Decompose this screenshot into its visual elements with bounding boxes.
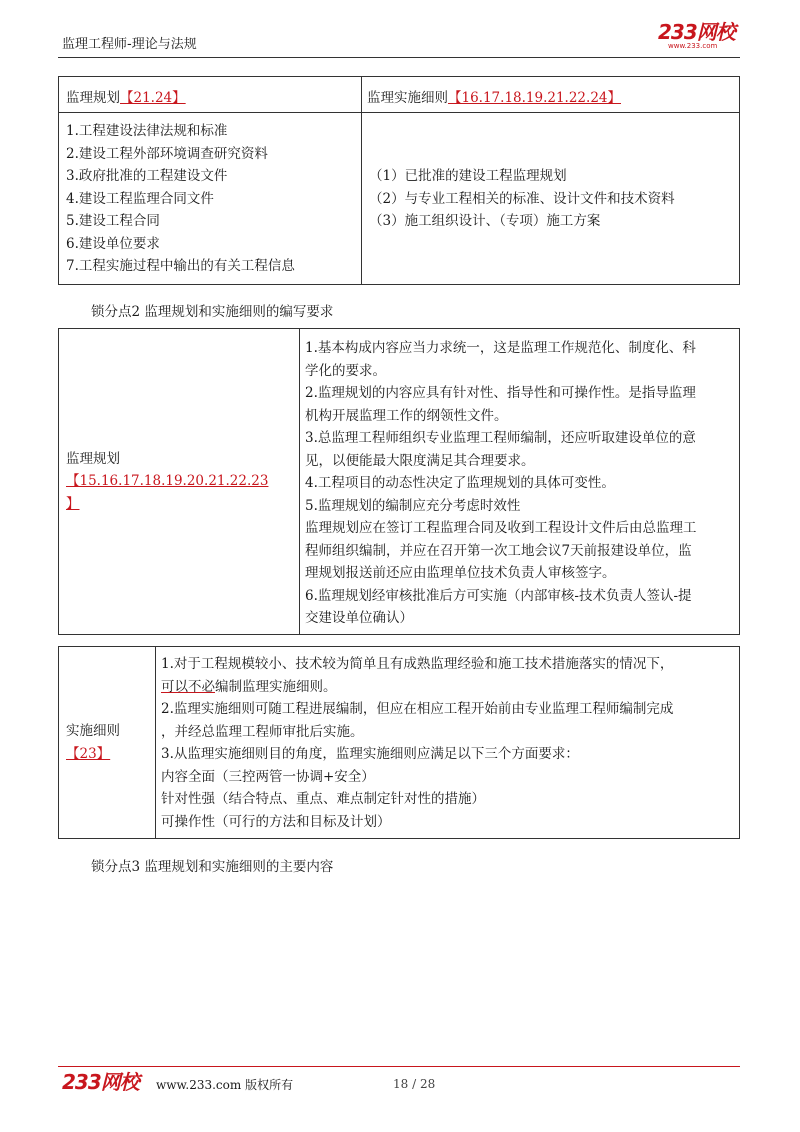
section-heading-2: 锁分点2 监理规划和实施细则的编写要求 (91, 304, 334, 320)
list-item: 3.政府批准的工程建设文件 (66, 168, 228, 184)
footer-copyright: www.233.com 版权所有 (156, 1078, 294, 1092)
text-line: 交建设单位确认） (305, 610, 413, 626)
list-item: 5.建设工程合同 (66, 213, 160, 229)
brand-logo (658, 22, 738, 52)
text-line: 1.基本构成内容应当力求统一，这是监理工作规范化、制度化、科 (305, 340, 696, 356)
planning-year-tag-end: 】 (66, 495, 80, 512)
planning-header-cell (59, 77, 362, 113)
list-item: 1.工程建设法律法规和标准 (66, 123, 228, 139)
text-line: 2.监理规划的内容应具有针对性、指导性和可操作性。是指导监理 (305, 385, 696, 401)
text-line: 学化的要求。 (305, 362, 386, 379)
list-item: 7.工程实施过程中输出的有关工程信息 (66, 258, 295, 274)
text-line: 5.监理规划的编制应充分考虑时效性 (305, 497, 521, 514)
footer-rule (58, 1066, 740, 1067)
text-line: 程师组织编制，并应在召开第一次工地会议7天前报建设单位，监 (305, 542, 692, 559)
planning-requirements-cell (300, 329, 740, 635)
sources-table (58, 76, 740, 285)
text-line: 针对性强（结合特点、重点、难点制定针对性的措施） (161, 791, 485, 807)
text-line: 2.监理实施细则可随工程进展编制，但应在相应工程开始前由专业监理工程师编制完成 (161, 701, 674, 717)
text-line: 1.对于工程规模较小、技术较为简单且有成熟监理经验和施工技术措施落实的情况下， (161, 656, 674, 672)
logo-url: www.233.com (668, 42, 718, 50)
planning-label: 监理规划 (66, 450, 120, 467)
text-line: 机构开展监理工作的纲领性文件。 (305, 407, 508, 424)
rules-label: 实施细则 (66, 723, 120, 739)
rules-sources-cell (362, 113, 740, 285)
rules-year-tag: 【23】 (66, 745, 111, 762)
text-line: 3.总监理工程师组织专业监理工程师编制，还应听取建设单位的意 (305, 430, 696, 446)
planning-year-tag: 【21.24】 (120, 90, 186, 106)
section-heading-3: 锁分点3 监理规划和实施细则的主要内容 (91, 859, 334, 875)
text-line: ，并经总监理工程师审批后实施。 (161, 723, 364, 740)
text-line: 内容全面（三控两管一协调+安全） (161, 768, 375, 785)
text-line: 见，以便能最大限度满足其合理要求。 (305, 452, 535, 469)
rules-requirements-table (58, 646, 740, 839)
rules-header-cell (362, 77, 740, 113)
planning-requirements-table (58, 328, 740, 635)
logo-text: 233网校 (658, 20, 735, 44)
text-line: 6.监理规划经审核批准后方可实施（内部审核-技术负责人签认-提 (305, 587, 692, 604)
planning-sources-cell (59, 113, 362, 285)
planning-header: 监理规划 (66, 90, 120, 106)
text-line: 可操作性（可行的方法和目标及计划） (161, 813, 391, 830)
page-number: 18 / 28 (393, 1077, 436, 1091)
header-rule (58, 57, 740, 58)
document-title: 监理工程师-理论与法规 (62, 37, 197, 52)
list-item: （3）施工组织设计、（专项）施工方案 (369, 213, 601, 229)
list-item: 6.建设单位要求 (66, 235, 160, 252)
list-item: （1）已批准的建设工程监理规划 (369, 168, 567, 184)
rules-year-tag: 【16.17.18.19.21.22.24】 (448, 90, 621, 106)
list-item: 2.建设工程外部环境调查研究资料 (66, 145, 268, 162)
planning-year-tag: 【15.16.17.18.19.20.21.22.23 (66, 473, 269, 490)
list-item: （2）与专业工程相关的标准、设计文件和技术资料 (369, 190, 675, 207)
text-line: 4.工程项目的动态性决定了监理规划的具体可变性。 (305, 475, 615, 491)
list-item: 4.建设工程监理合同文件 (66, 190, 214, 207)
text-line: 理规划报送前还应由监理单位技术负责人审核签字。 (305, 565, 616, 581)
footer-logo: 233网校 (62, 1070, 139, 1094)
planning-label-cell (59, 329, 300, 635)
text-line: 3.从监理实施细则目的角度，监理实施细则应满足以下三个方面要求： (161, 746, 579, 762)
text-line: 可以不必编制监理实施细则。 (161, 678, 337, 695)
rules-header: 监理实施细则 (367, 90, 448, 106)
rules-requirements-cell (156, 647, 740, 839)
rules-label-cell (59, 647, 156, 839)
text-line: 监理规划应在签订工程监理合同及收到工程设计文件后由总监理工 (305, 520, 697, 536)
emphasis-text: 可以不必 (161, 678, 215, 695)
